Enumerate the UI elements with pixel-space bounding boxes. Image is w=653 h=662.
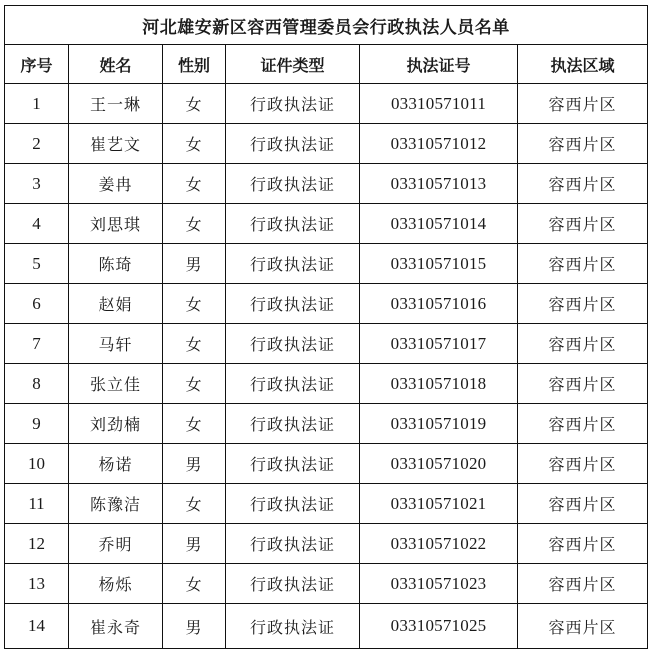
cell-name: 马轩 [69,324,163,364]
cell-name: 杨烁 [69,564,163,604]
header-name: 姓名 [69,45,163,84]
cell-cert-no: 03310571018 [360,364,518,404]
table-row [5,484,648,524]
cell-index: 14 [5,604,69,649]
cell-index: 10 [5,444,69,484]
cell-gender: 男 [163,604,226,649]
cell-gender: 女 [163,364,226,404]
cell-region: 容西片区 [518,324,648,364]
cell-cert-type: 行政执法证 [226,444,360,484]
cell-region: 容西片区 [518,444,648,484]
cell-region: 容西片区 [518,284,648,324]
table-row [5,164,648,204]
table-row [5,244,648,284]
cell-name: 陈琦 [69,244,163,284]
cell-cert-no: 03310571011 [360,84,518,124]
cell-gender: 女 [163,204,226,244]
table-row [5,204,648,244]
header-region: 执法区域 [518,45,648,84]
cell-region: 容西片区 [518,204,648,244]
cell-cert-no: 03310571016 [360,284,518,324]
cell-name: 乔明 [69,524,163,564]
cell-gender: 女 [163,484,226,524]
table-row [5,404,648,444]
cell-cert-type: 行政执法证 [226,284,360,324]
cell-gender: 女 [163,124,226,164]
cell-index: 9 [5,404,69,444]
table-row [5,604,648,649]
cell-name: 陈豫洁 [69,484,163,524]
table-row [5,364,648,404]
cell-cert-type: 行政执法证 [226,524,360,564]
cell-name: 王一琳 [69,84,163,124]
cell-cert-no: 03310571025 [360,604,518,649]
cell-gender: 男 [163,244,226,284]
cell-index: 5 [5,244,69,284]
cell-gender: 女 [163,404,226,444]
cell-index: 3 [5,164,69,204]
cell-name: 崔艺文 [69,124,163,164]
cell-index: 11 [5,484,69,524]
cell-region: 容西片区 [518,524,648,564]
cell-cert-type: 行政执法证 [226,404,360,444]
cell-gender: 女 [163,564,226,604]
cell-index: 8 [5,364,69,404]
cell-region: 容西片区 [518,564,648,604]
cell-cert-no: 03310571020 [360,444,518,484]
table-row [5,444,648,484]
personnel-list-document [4,5,647,649]
cell-index: 7 [5,324,69,364]
cell-cert-no: 03310571023 [360,564,518,604]
cell-region: 容西片区 [518,404,648,444]
cell-name: 刘思琪 [69,204,163,244]
cell-index: 6 [5,284,69,324]
cell-name: 崔永奇 [69,604,163,649]
cell-region: 容西片区 [518,484,648,524]
header-gender: 性别 [163,45,226,84]
cell-index: 13 [5,564,69,604]
cell-region: 容西片区 [518,364,648,404]
cell-gender: 男 [163,444,226,484]
cell-cert-type: 行政执法证 [226,244,360,284]
cell-region: 容西片区 [518,604,648,649]
cell-region: 容西片区 [518,164,648,204]
table-row [5,84,648,124]
cell-name: 刘劲楠 [69,404,163,444]
header-index: 序号 [5,45,69,84]
cell-index: 4 [5,204,69,244]
cell-gender: 女 [163,324,226,364]
cell-cert-type: 行政执法证 [226,204,360,244]
table-row [5,324,648,364]
cell-gender: 女 [163,284,226,324]
cell-cert-no: 03310571022 [360,524,518,564]
cell-index: 2 [5,124,69,164]
table-row [5,284,648,324]
cell-region: 容西片区 [518,124,648,164]
cell-gender: 男 [163,524,226,564]
cell-cert-type: 行政执法证 [226,364,360,404]
cell-region: 容西片区 [518,244,648,284]
cell-index: 1 [5,84,69,124]
cell-cert-no: 03310571017 [360,324,518,364]
cell-cert-type: 行政执法证 [226,604,360,649]
cell-cert-type: 行政执法证 [226,564,360,604]
cell-cert-type: 行政执法证 [226,324,360,364]
personnel-table [4,5,648,649]
cell-cert-type: 行政执法证 [226,164,360,204]
cell-name: 杨诺 [69,444,163,484]
cell-cert-no: 03310571013 [360,164,518,204]
cell-name: 姜冉 [69,164,163,204]
cell-cert-no: 03310571012 [360,124,518,164]
cell-index: 12 [5,524,69,564]
cell-gender: 女 [163,164,226,204]
table-row [5,564,648,604]
header-cert-no: 执法证号 [360,45,518,84]
cell-name: 张立佳 [69,364,163,404]
cell-cert-no: 03310571015 [360,244,518,284]
cell-cert-no: 03310571021 [360,484,518,524]
cell-gender: 女 [163,84,226,124]
cell-cert-type: 行政执法证 [226,484,360,524]
cell-cert-type: 行政执法证 [226,124,360,164]
table-title: 河北雄安新区容西管理委员会行政执法人员名单 [5,6,648,45]
table-body [5,84,648,649]
table-row [5,524,648,564]
cell-cert-no: 03310571019 [360,404,518,444]
title-row [5,6,648,45]
cell-region: 容西片区 [518,84,648,124]
cell-cert-no: 03310571014 [360,204,518,244]
header-cert-type: 证件类型 [226,45,360,84]
header-row [5,45,648,84]
cell-cert-type: 行政执法证 [226,84,360,124]
table-row [5,124,648,164]
cell-name: 赵娟 [69,284,163,324]
